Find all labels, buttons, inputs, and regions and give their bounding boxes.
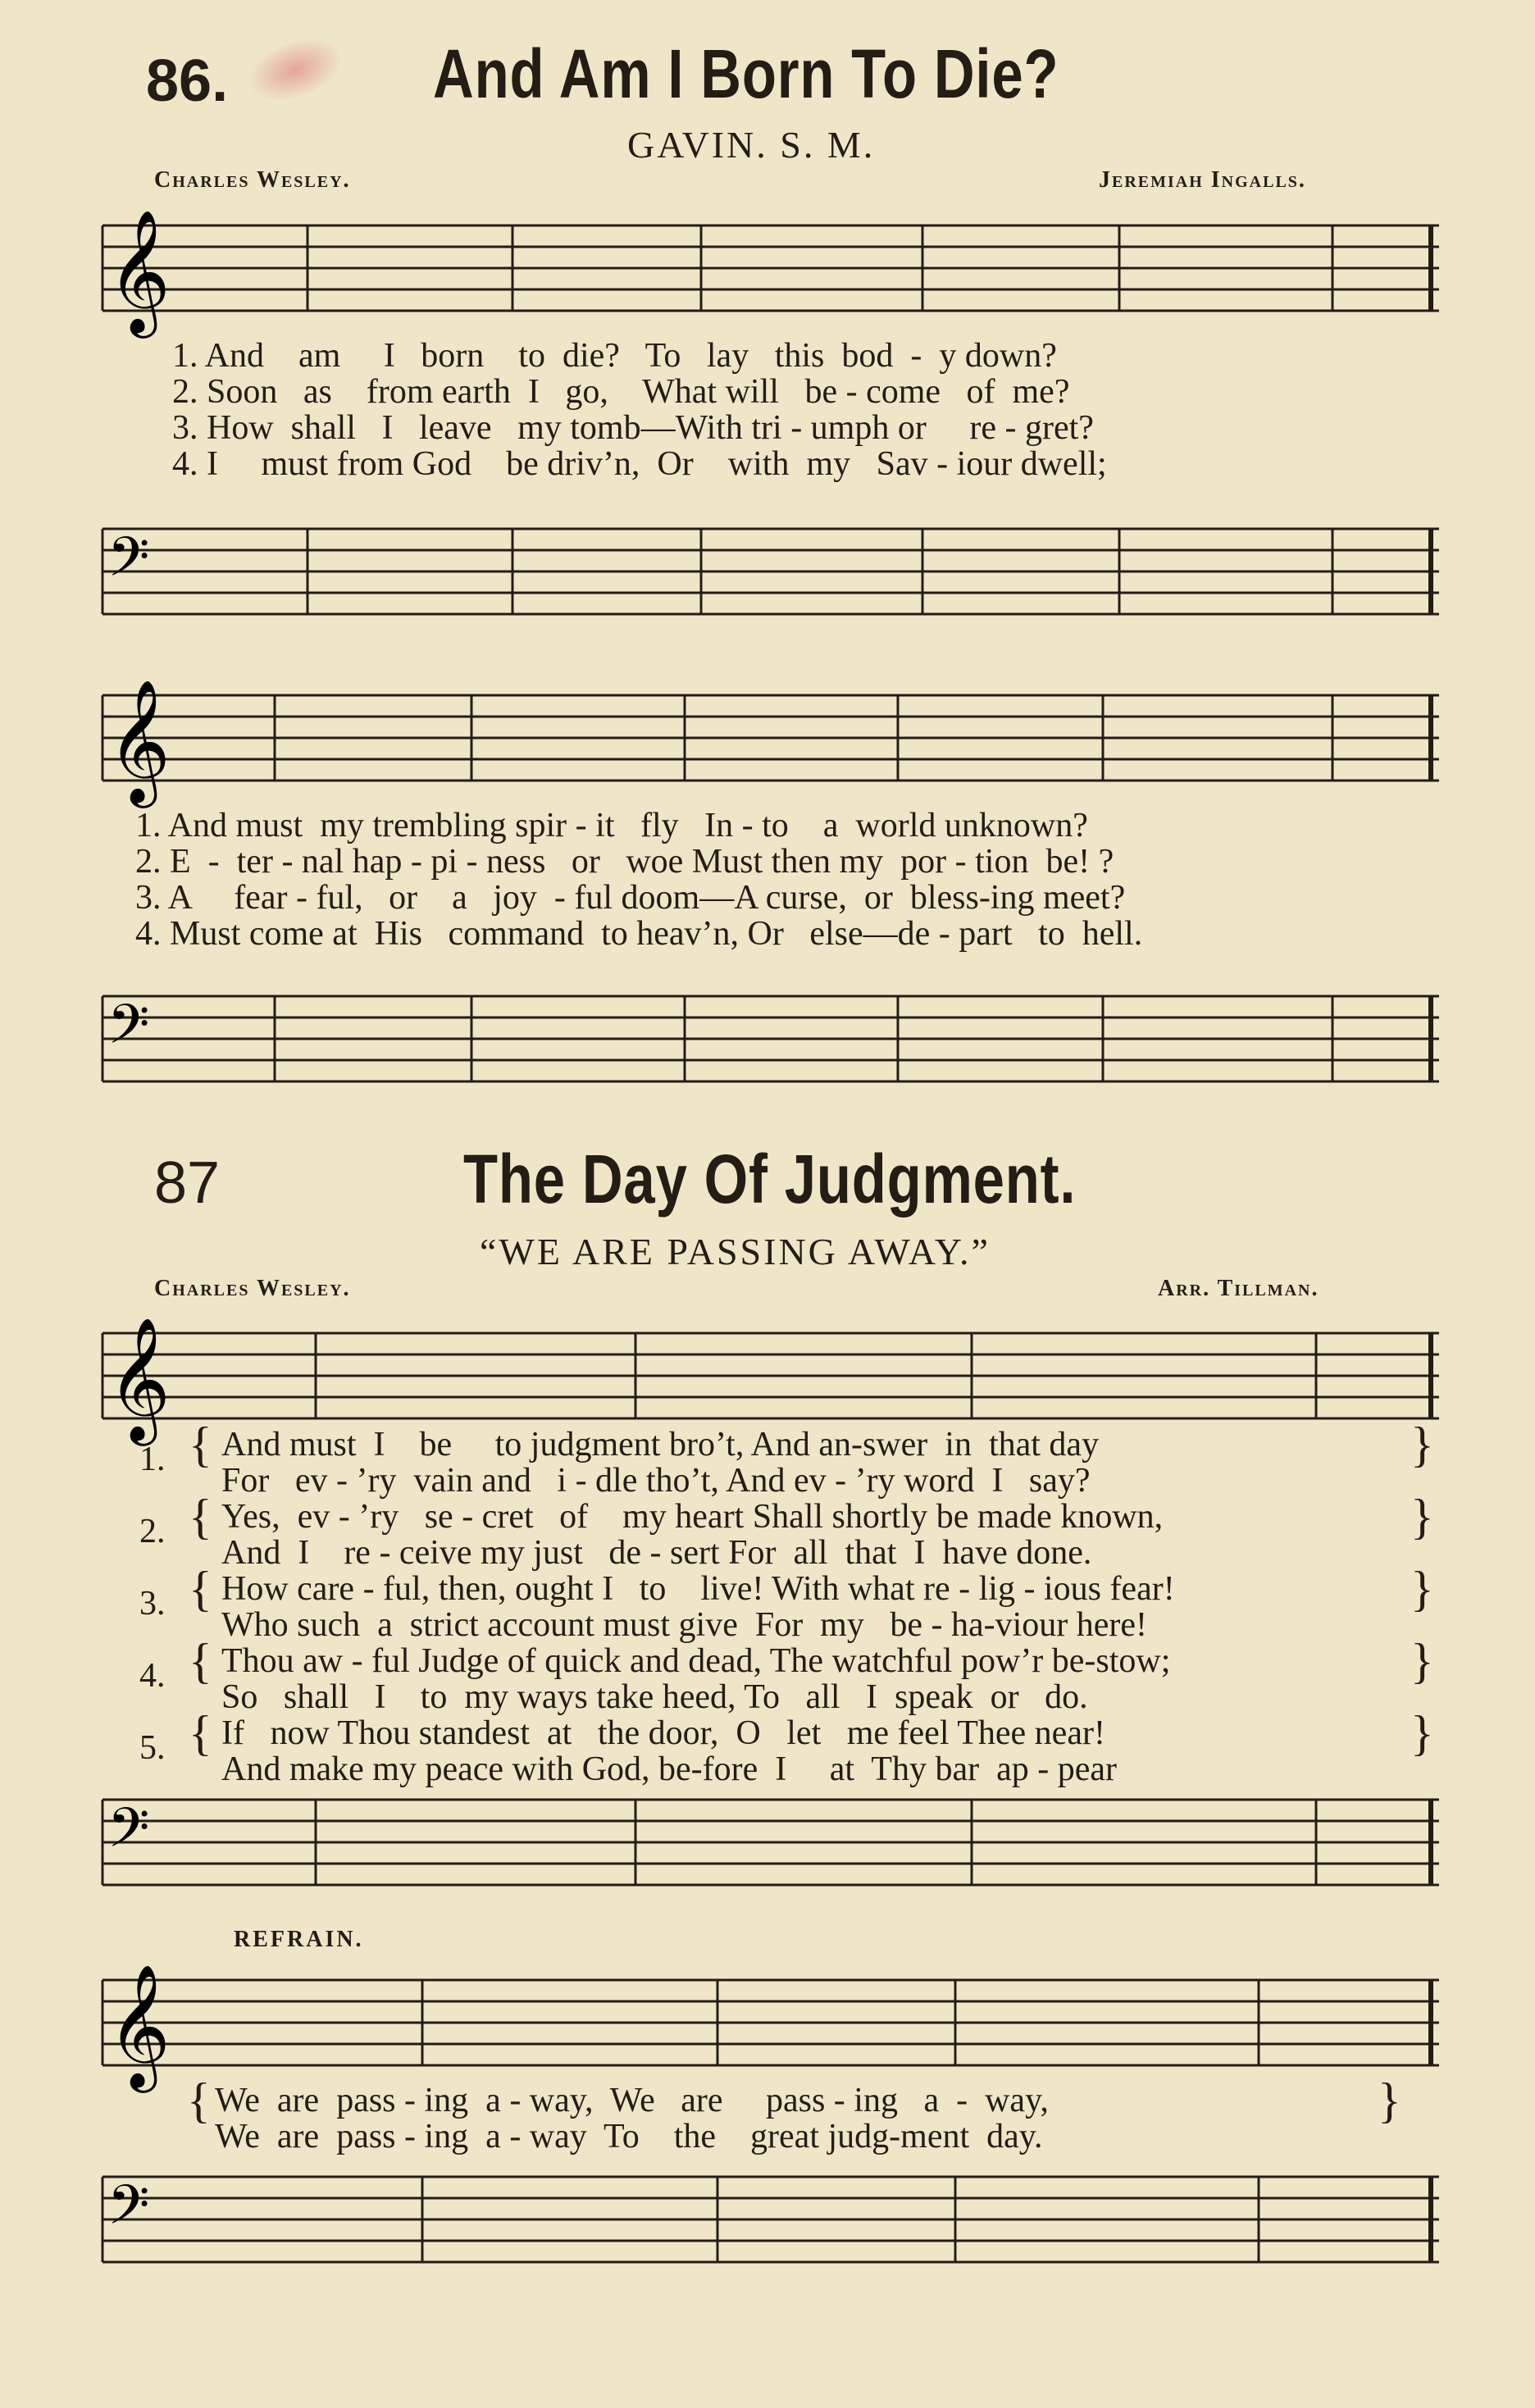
tune-name: GAVIN. S. M. <box>627 124 876 166</box>
verse-line: 2. E - ter - nal hap - pi - ness or woe Must then my por - tion be! ? <box>135 843 1114 881</box>
svg-text:𝄞: 𝄞 <box>107 1963 171 2087</box>
verse-line: 4. I must from God be driv’n, Or with my Sav - iour dwell; <box>172 445 1107 483</box>
treble-staff <box>78 201 1447 340</box>
stanza-number: 3. <box>139 1585 166 1623</box>
bass-staff <box>78 1775 1447 1898</box>
verse-line: 2. Soon as from earth I go, What will be - come of me? <box>172 373 1070 411</box>
words-credit: Charles Wesley. <box>154 167 351 193</box>
stanza-number: 4. <box>139 1657 166 1695</box>
verse-line: Who such a strict account must give For my be - ha-viour here! <box>221 1606 1148 1644</box>
stanza-number: 2. <box>139 1513 166 1550</box>
red-smudge <box>239 26 352 114</box>
music-credit: Jeremiah Ingalls. <box>1099 167 1306 193</box>
verse-line: 4. Must come at His command to heav’n, Or else—de - part to hell. <box>135 915 1143 953</box>
treble-staff <box>78 1955 1447 2095</box>
bass-staff <box>78 972 1447 1095</box>
refrain-line: We are pass - ing a - way, We are pass - ing a - way, <box>215 2082 1049 2119</box>
svg-text:𝄢: 𝄢 <box>107 1796 150 1873</box>
refrain-line: We are pass - ing a - way To the great judg-ment day. <box>215 2118 1043 2155</box>
brace: } <box>1410 1562 1434 1616</box>
refrain-label: REFRAIN. <box>234 1927 364 1952</box>
brace: } <box>1410 1418 1434 1472</box>
brace: { <box>189 1706 212 1760</box>
music-credit: Arr. Tillman. <box>1158 1276 1319 1301</box>
verse-line: 3. How shall I leave my tomb—With tri - umph or re - gret? <box>172 409 1094 447</box>
bass-staff <box>78 2152 1447 2275</box>
brace: { <box>189 1634 212 1688</box>
brace: } <box>1378 2073 1401 2128</box>
svg-text:𝄞: 𝄞 <box>107 1316 171 1441</box>
brace: } <box>1410 1490 1434 1544</box>
verse-line: So shall I to my ways take heed, To all I speak or do. <box>221 1678 1088 1716</box>
verse-line: And I re - ceive my just de - sert For all that I have done. <box>221 1534 1092 1572</box>
brace: } <box>1410 1706 1434 1760</box>
verse-line: How care - ful, then, ought I to live! With what re - lig - ious fear! <box>221 1570 1175 1608</box>
tune-name: “WE ARE PASSING AWAY.” <box>480 1231 991 1272</box>
verse-line: If now Thou standest at the door, O let me feel Thee near! <box>221 1714 1105 1752</box>
verse-line: Thou aw - ful Judge of quick and dead, The watchful pow’r be-stow; <box>221 1642 1171 1680</box>
words-credit: Charles Wesley. <box>154 1276 351 1301</box>
svg-text:𝄞: 𝄞 <box>107 208 171 333</box>
verse-line: 1. And am I born to die? To lay this bod - y down? <box>172 337 1057 375</box>
verse-line: And must I be to judgment bro’t, And an-swer in that day <box>221 1426 1100 1463</box>
svg-text:𝄢: 𝄢 <box>107 526 150 602</box>
brace: { <box>189 1490 212 1544</box>
brace: { <box>189 1562 212 1616</box>
bass-staff <box>78 504 1447 627</box>
stanza-number: 5. <box>139 1729 166 1767</box>
verse-line: Yes, ev - ’ry se - cret of my heart Shall shortly be made known, <box>221 1498 1164 1536</box>
svg-text:𝄢: 𝄢 <box>107 2174 150 2250</box>
hymn-title: The Day Of Judgment. <box>463 1140 1077 1218</box>
brace: { <box>189 1418 212 1472</box>
brace: } <box>1410 1634 1434 1688</box>
treble-staff <box>78 671 1447 810</box>
brace: { <box>187 2073 211 2128</box>
verse-line: And make my peace with God, be-fore I at Thy bar ap - pear <box>221 1750 1117 1788</box>
verse-line: 3. A fear - ful, or a joy - ful doom—A curse, or bless-ing meet? <box>135 879 1126 917</box>
hymn-number: 87 <box>154 1150 221 1216</box>
verse-line: For ev - ’ry vain and i - dle tho’t, And ev - ’ry word I say? <box>221 1462 1091 1500</box>
hymn-title: And Am I Born To Die? <box>433 35 1059 112</box>
verse-line: 1. And must my trembling spir - it fly In - to a world unknown? <box>135 807 1088 844</box>
stanza-number: 1. <box>139 1441 166 1478</box>
svg-text:𝄞: 𝄞 <box>107 678 171 803</box>
svg-text:𝄢: 𝄢 <box>107 993 150 1069</box>
hymn-number: 86. <box>146 48 229 114</box>
